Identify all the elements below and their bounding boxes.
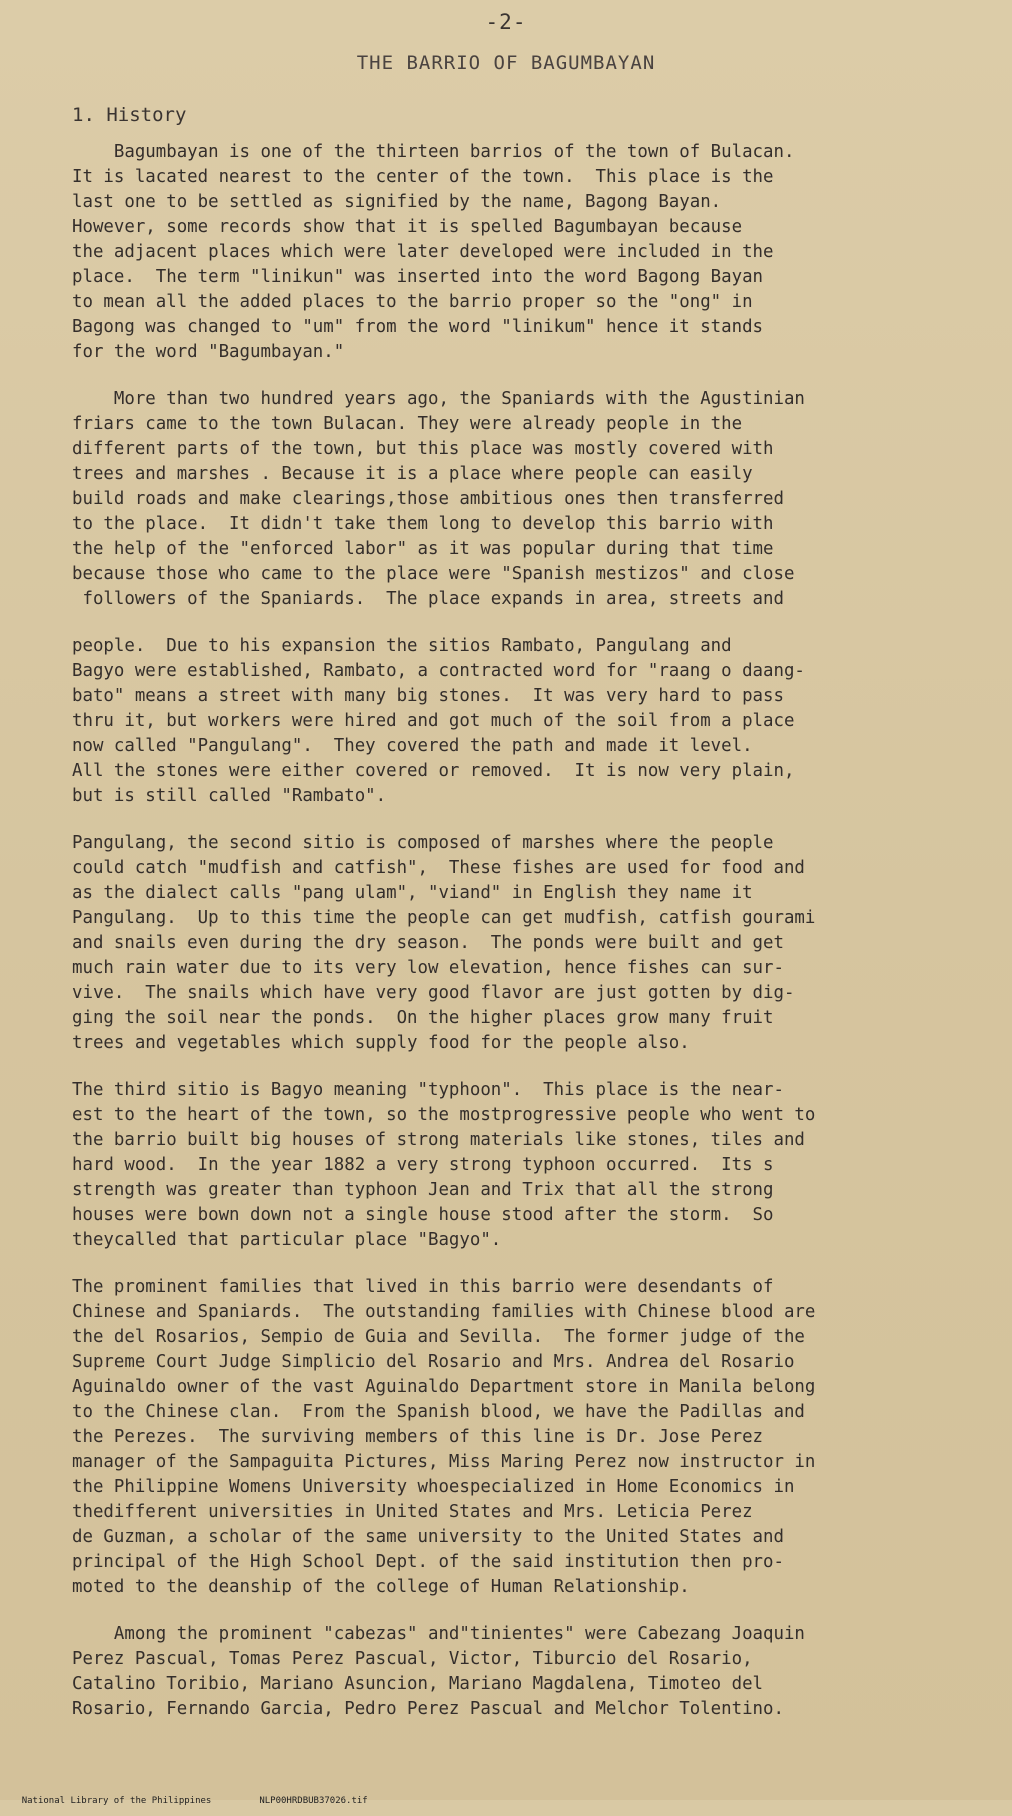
text-line: Catalino Toribio, Mariano Asuncion, Mariano Magdalena, Timoteo del xyxy=(72,1674,764,1694)
footer-filename: NLP00HRDBUB37026.tif xyxy=(259,1796,368,1806)
text-line: moted to the deanship of the college of Human Relationship. xyxy=(72,1577,690,1597)
text-line: More than two hundred years ago, the Spaniards with the Agustinian xyxy=(72,389,805,409)
text-line: Perez Pascual, Tomas Perez Pascual, Victor, Tiburcio del Rosario, xyxy=(72,1649,753,1669)
text-line: principal of the High School Dept. of the said institution then pro- xyxy=(72,1552,784,1572)
text-line: hard wood. In the year 1882 a very strong typhoon occurred. Its s xyxy=(72,1155,774,1175)
text-line: Aguinaldo owner of the vast Aguinaldo Department store in Manila belong xyxy=(72,1377,816,1397)
text-line: friars came to the town Bulacan. They were already people in the xyxy=(72,414,743,434)
text-line: theycalled that particular place "Bagyo". xyxy=(72,1230,502,1250)
text-line: different parts of the town, but this place was mostly covered with xyxy=(72,439,774,459)
text-line: but is still called "Rambato". xyxy=(72,786,387,806)
text-line: place. The term "linikun" was inserted into the word Bagong Bayan xyxy=(72,267,764,287)
text-line: strength was greater than typhoon Jean and Trix that all the strong xyxy=(72,1180,774,1200)
text-line: as the dialect calls "pang ulam", "viand" in English they name it xyxy=(72,883,753,903)
text-line: manager of the Sampaguita Pictures, Miss Maring Perez now instructor in xyxy=(72,1452,816,1472)
text-line: because those who came to the place were "Spanish mestizos" and close xyxy=(72,564,795,584)
text-line: the Philippine Womens University whoespecialized in Home Economics in xyxy=(72,1477,795,1497)
text-line: Bagong was changed to "um" from the word "linikum" hence it stands xyxy=(72,317,764,337)
footer xyxy=(0,1786,368,1816)
text-line: Pangulang, the second sitio is composed of marshes where the people xyxy=(72,833,774,853)
text-line: It is lacated nearest to the center of the town. This place is the xyxy=(72,167,774,187)
paragraph xyxy=(72,1622,952,1722)
text-line: much rain water due to its very low elevation, hence fishes can sur- xyxy=(72,958,784,978)
text-line: the adjacent places which were later developed were included in the xyxy=(72,242,774,262)
text-line: people. Due to his expansion the sitios Rambato, Pangulang and xyxy=(72,636,732,656)
document-title: THE BARRIO OF BAGUMBAYAN xyxy=(356,52,656,74)
body-text xyxy=(72,140,952,1744)
paragraph xyxy=(72,634,952,809)
text-line: Bagyo were established, Rambato, a contracted word for "raang o daang- xyxy=(72,661,805,681)
text-line: bato" means a street with many big stones. It was very hard to pass xyxy=(72,686,784,706)
text-line: However, some records show that it is spelled Bagumbayan because xyxy=(72,217,743,237)
text-line: Rosario, Fernando Garcia, Pedro Perez Pascual and Melchor Tolentino. xyxy=(72,1699,784,1719)
text-line: the help of the "enforced labor" as it was popular during that time xyxy=(72,539,774,559)
text-line: the barrio built big houses of strong materials like stones, tiles and xyxy=(72,1130,805,1150)
text-line: est to the heart of the town, so the mostprogressive people who went to xyxy=(72,1105,816,1125)
text-line: Supreme Court Judge Simplicio del Rosario and Mrs. Andrea del Rosario xyxy=(72,1352,795,1372)
paragraph xyxy=(72,831,952,1056)
text-line: trees and vegetables which supply food for the people also. xyxy=(72,1033,690,1053)
text-line: Pangulang. Up to this time the people can get mudfish, catfish gourami xyxy=(72,908,816,928)
text-line: to mean all the added places to the barrio proper so the "ong" in xyxy=(72,292,753,312)
paragraph xyxy=(72,387,952,612)
text-line: and snails even during the dry season. The ponds were built and get xyxy=(72,933,784,953)
text-line: Chinese and Spaniards. The outstanding families with Chinese blood are xyxy=(72,1302,816,1322)
text-line: the Perezes. The surviving members of this line is Dr. Jose Perez xyxy=(72,1427,764,1447)
text-line: houses were bown down not a single house stood after the storm. So xyxy=(72,1205,774,1225)
text-line: to the place. It didn't take them long to develop this barrio with xyxy=(72,514,774,534)
text-line: Among the prominent "cabezas" and"tinientes" were Cabezang Joaquin xyxy=(72,1624,805,1644)
text-line: could catch "mudfish and catfish", These fishes are used for food and xyxy=(72,858,805,878)
text-line: followers of the Spaniards. The place expands in area, streets and xyxy=(72,589,784,609)
text-line: vive. The snails which have very good flavor are just gotten by dig- xyxy=(72,983,795,1003)
text-line: Bagumbayan is one of the thirteen barrios of the town of Bulacan. xyxy=(72,142,795,162)
text-line: de Guzman, a scholar of the same university to the United States and xyxy=(72,1527,784,1547)
footer-library: National Library of the Philippines xyxy=(21,1796,212,1806)
text-line: the del Rosarios, Sempio de Guia and Sevilla. The former judge of the xyxy=(72,1327,805,1347)
paragraph xyxy=(72,1078,952,1253)
text-line: build roads and make clearings,those ambitious ones then transferred xyxy=(72,489,784,509)
paragraph xyxy=(72,140,952,365)
text-line: ging the soil near the ponds. On the higher places grow many fruit xyxy=(72,1008,774,1028)
text-line: for the word "Bagumbayan." xyxy=(72,342,345,362)
page-number: -2- xyxy=(485,10,527,34)
text-line: The third sitio is Bagyo meaning "typhoon". This place is the near- xyxy=(72,1080,784,1100)
text-line: now called "Pangulang". They covered the path and made it level. xyxy=(72,736,753,756)
text-line: to the Chinese clan. From the Spanish blood, we have the Padillas and xyxy=(72,1402,805,1422)
text-line: The prominent families that lived in this barrio were desendants of xyxy=(72,1277,774,1297)
text-line: thedifferent universities in United States and Mrs. Leticia Perez xyxy=(72,1502,753,1522)
section-heading: 1. History xyxy=(72,104,187,126)
text-line: last one to be settled as signified by the name, Bagong Bayan. xyxy=(72,192,722,212)
text-line: thru it, but workers were hired and got much of the soil from a place xyxy=(72,711,795,731)
text-line: trees and marshes . Because it is a place where people can easily xyxy=(72,464,753,484)
text-line: All the stones were either covered or removed. It is now very plain, xyxy=(72,761,795,781)
paragraph xyxy=(72,1275,952,1600)
